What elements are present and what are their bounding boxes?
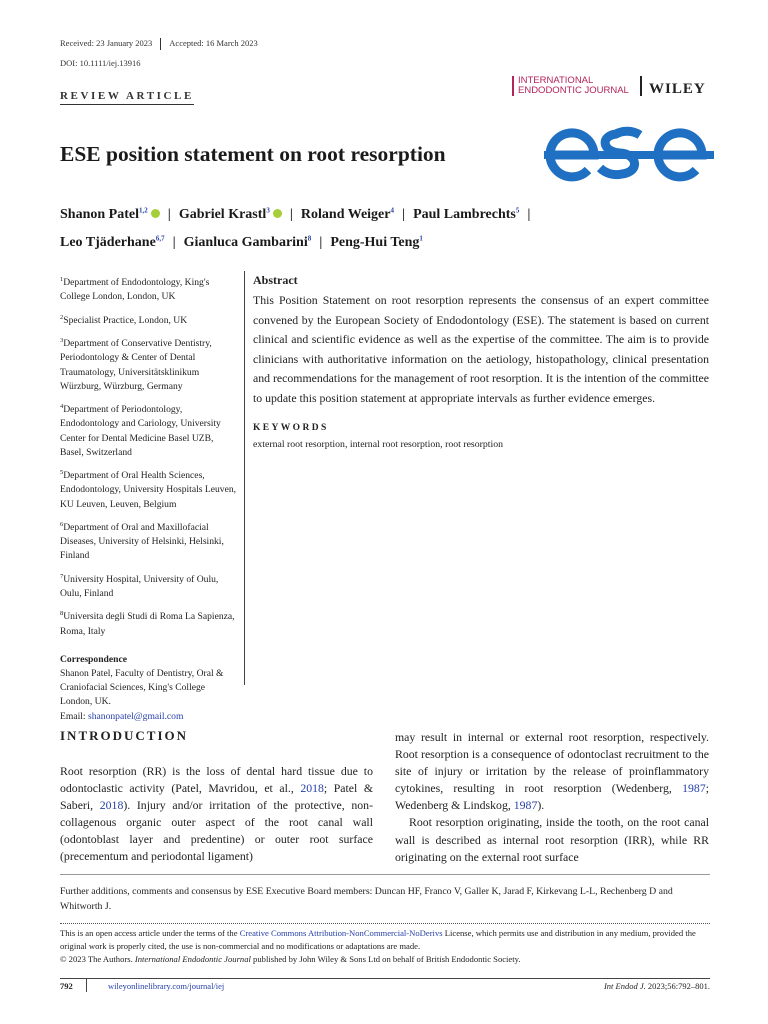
intro-paragraph: Root resorption originating, inside the tooth, on the root canal wall is described as internal root resorption (IRR), while RR originating on the external root surface — [395, 815, 709, 864]
affiliations — [60, 273, 238, 724]
email-label: Email: — [60, 710, 86, 722]
abstract-block — [253, 272, 709, 450]
journal-url-link[interactable]: wileyonlinelibrary.com/journal/iej — [108, 981, 225, 991]
citation: Int Endod J. 2023;56:792–801. — [603, 981, 710, 991]
affiliation-item: $^1$Department of Endodontology, King's College London, London, UK — [60, 276, 210, 303]
author-weiger[interactable]: Roland Weiger$^4$ — [300, 206, 394, 222]
correspondence-text: Shanon Patel, Faculty of Dentistry, Oral & Craniofacial Sciences, King's College London, UK. — [60, 667, 224, 708]
author-teng[interactable]: Peng-Hui Teng$^1$ — [330, 234, 423, 251]
citation-link[interactable]: 1987 — [682, 781, 706, 796]
dates-line — [60, 38, 258, 50]
author-tjaderhane[interactable]: Leo Tjäderhane$^{6,7}$ — [60, 234, 165, 251]
correspondence — [60, 653, 238, 724]
abstract-text: This Position Statement on root resorption represents the consensus of an expert committee convened by the European Society of Endodontology (ESE). The statement is based on current clinical and scientific evidence as well as the expertise of the committee. The aim is to provide clinicians with authoritative information on the aetiology, histopathology, clinical presentation and recommendations for the management of root resorption. It is the intention of the committee to update this position statement at appropriate intervals as further evidence emerges. — [253, 293, 709, 405]
intro-paragraph: Root resorption (RR) is the loss of dental hard tissue due to odontoclastic activity (Patel, Mavridou, et al., 2018; Patel & Saberi, 2018). Injury and/or irritation of the protective, non-collagenous organic outer aspect of the root canal wall (odontoblast layer and predentine) or outer root surface (precementum and periodontal ligament) — [60, 764, 373, 864]
affiliation-item: $^7$University Hospital, University of Oulu, Oulu, Finland — [60, 572, 219, 599]
author-patel[interactable]: Shanon Patel$^{1,2}$ — [60, 207, 160, 222]
author-list: Shanon Patel$^{1,2}$ | Gabriel Krastl$^3$ | Roland Weiger$^4$ | Paul Lambrechts$^5$ | Leo Tjäderhane$^{6,7}$ | Gianluca Gambarini$^8$ | Peng-Hui Teng$^1$ — [60, 206, 531, 251]
board-note: Further additions, comments and consensus by ESE Executive Board members: Duncan HF, Franco V, Galler K, Jarad F, Kirkevang L-L, Rechenberg D and Whitworth J. — [60, 886, 673, 912]
keywords-text: external root resorption, internal root resorption, root resorption — [253, 438, 504, 450]
received-date: Received: 23 January 2023 — [60, 38, 153, 48]
email-link[interactable]: shanonpatel@gmail.com — [87, 710, 184, 722]
abstract-heading: Abstract — [253, 273, 298, 287]
author-lambrechts[interactable]: Paul Lambrechts$^5$ — [413, 206, 520, 222]
affiliation-item: $^8$Universita degli Studi di Roma La Sapienza, Roma, Italy — [60, 610, 235, 637]
orcid-icon[interactable] — [151, 209, 160, 218]
doi: DOI: 10.1111/iej.13916 — [60, 58, 141, 68]
journal-logo-line1: INTERNATIONAL — [518, 75, 594, 86]
journal-logo-line2: ENDODONTIC JOURNAL — [518, 85, 629, 96]
ese-logo — [544, 122, 714, 184]
intro-paragraph: may result in internal or external root resorption, respectively. Root resorption is a consequence of odontoclast recruitment to the site of injury or irritation by the release of proinflammatory cytokines, resulting in root resorption (Wedenberg, 1987; Wedenberg & Lindskog, 1987). — [395, 730, 709, 813]
affiliation-item: $^4$Department of Periodontology, Endodontology and Cariology, University Center for Dental Medicine Basel UZB, Basel, Switzerland — [60, 402, 221, 458]
citation-link[interactable]: 1987 — [513, 798, 538, 813]
keywords-heading: KEYWORDS — [253, 422, 329, 433]
affiliation-item: $^2$Specialist Practice, London, UK — [60, 313, 188, 326]
footer-divider — [86, 978, 87, 992]
citation-link[interactable]: 2018 — [300, 781, 324, 796]
license-text: This is an open access article under the terms of the Creative Commons Attribution-NonCommercial-NoDerivs License, which permits use and distribution in any medium, provided the original work is properly cited, the use is non-commercial and no modifications or adaptations are made. © 2023 The Authors. International Endodontic Journal published by John Wiley & Sons Ltd on behalf of British Endodontic Society. — [60, 928, 696, 964]
license-link[interactable]: Creative Commons Attribution-NonCommercial-NoDerivs — [239, 928, 443, 938]
footer-rule — [60, 978, 710, 979]
citation-link[interactable]: 2018 — [99, 798, 124, 813]
affiliation-item: $^3$Department of Conservative Dentistry, Periodontology & Center of Dental Traumatology, Universitätsklinikum Würzburg, Würzburg, Germany — [60, 336, 212, 392]
intro-col1 — [60, 763, 373, 866]
publisher-logo: WILEY — [649, 81, 706, 97]
logo-divider — [640, 76, 642, 96]
footnote-rule — [60, 874, 710, 875]
column-divider — [244, 271, 245, 685]
article-type: REVIEW ARTICLE — [60, 90, 194, 105]
accepted-date: Accepted: 16 March 2023 — [169, 38, 258, 48]
affiliation-item: $^6$Department of Oral and Maxillofacial Diseases, University of Helsinki, Helsinki, Finland — [60, 520, 224, 562]
article-title: ESE position statement on root resorption — [60, 142, 446, 166]
author-krastl[interactable]: Gabriel Krastl$^3$ — [179, 207, 282, 222]
affiliation-item: $^5$Department of Oral Health Sciences, Endodontology, University Hospitals Leuven, KU Leuven, Leuven, Belgium — [60, 468, 237, 510]
intro-col2 — [395, 729, 709, 866]
introduction-heading: INTRODUCTION — [60, 728, 189, 743]
page-number: 792 — [60, 981, 73, 991]
license-rule — [60, 923, 710, 924]
correspondence-heading: Correspondence — [60, 653, 127, 665]
orcid-icon[interactable] — [273, 209, 282, 218]
author-gambarini[interactable]: Gianluca Gambarini$^8$ — [183, 234, 312, 251]
